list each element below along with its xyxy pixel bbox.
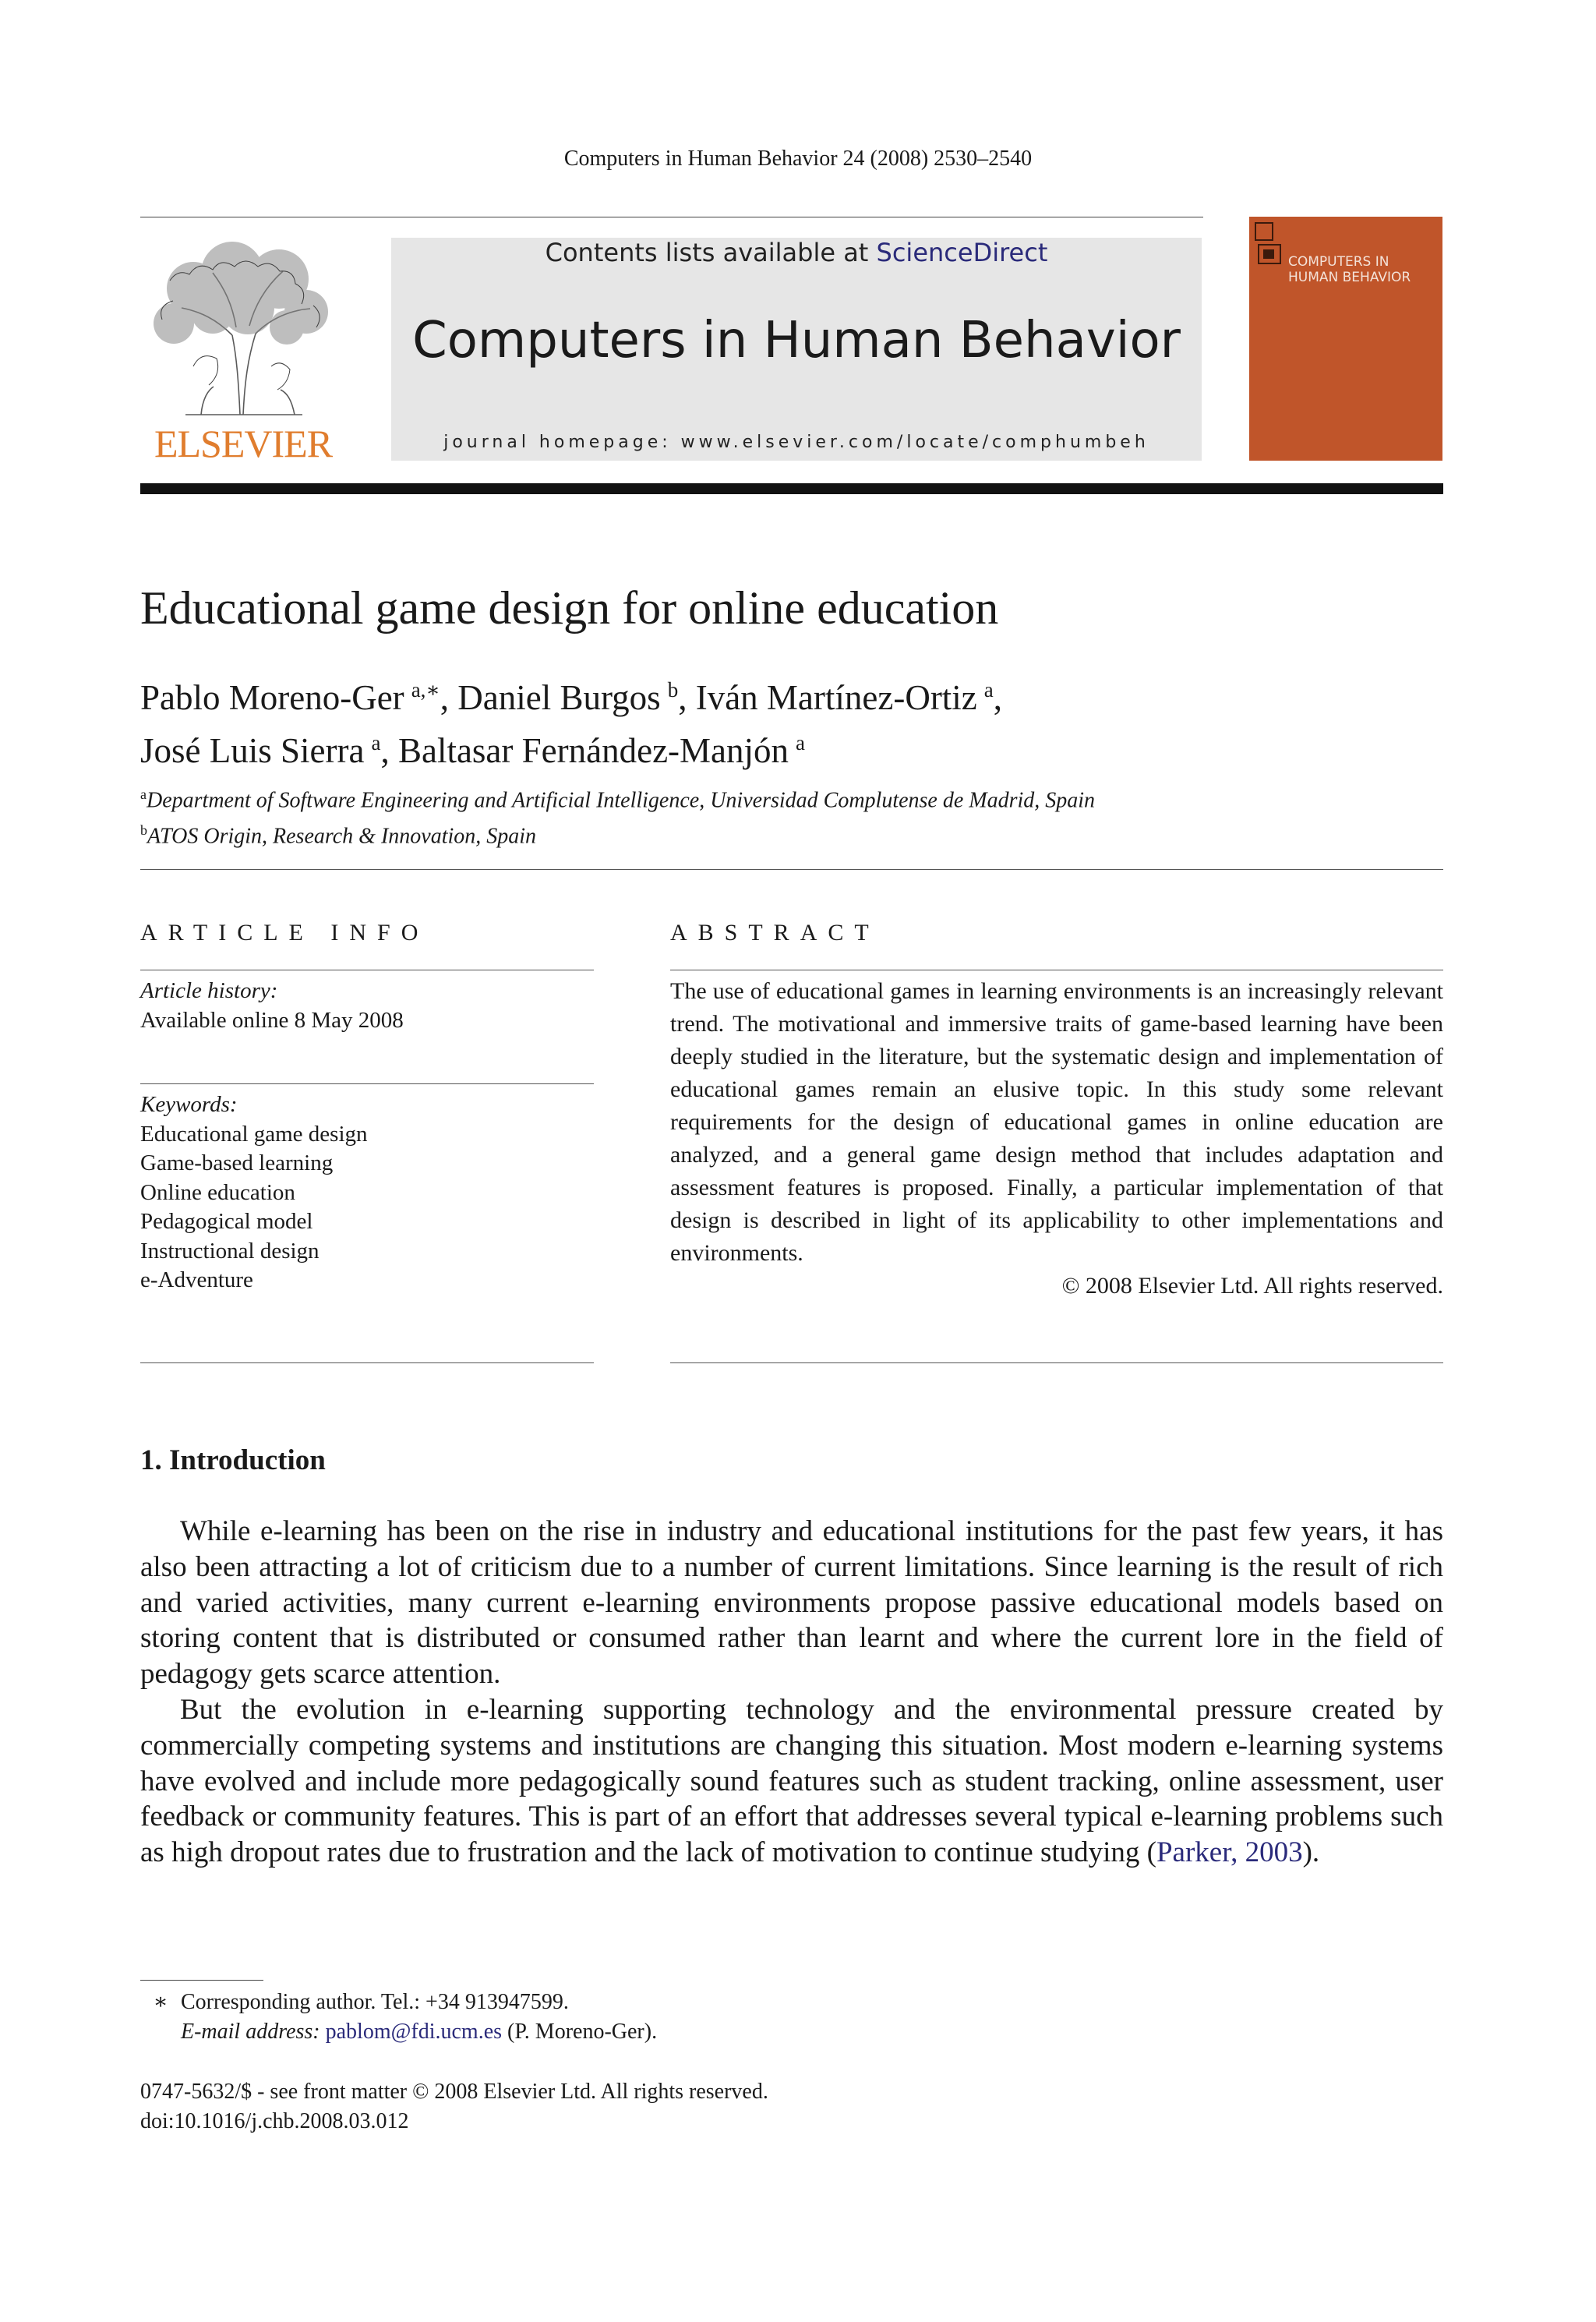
abstract-copyright: © 2008 Elsevier Ltd. All rights reserved. (1061, 1273, 1443, 1299)
issn-line: 0747-5632/$ - see front matter © 2008 Elsevier Ltd. All rights reserved. (140, 2080, 768, 2104)
email-label: E-mail address: (181, 2020, 326, 2044)
affiliation-item (140, 815, 1095, 851)
title-block-rule (140, 869, 1443, 870)
author-line-1: Pablo Moreno-Ger $^{a,∗}$, Daniel Burgos $^b$, Iván Martínez-Ortiz $^a$, (140, 678, 1003, 717)
footnote-email (140, 2017, 657, 2047)
footnote-marker: ∗ (153, 1990, 168, 2014)
footnote-corresponding (140, 1988, 657, 2017)
affiliation-mark: a (140, 786, 147, 802)
author-affiliation-mark[interactable]: a (983, 678, 994, 702)
running-head: Computers in Human Behavior 24 (2008) 2530–2540 (563, 147, 1033, 171)
keywords-label: Keywords: (140, 1092, 238, 1117)
author-name[interactable]: Daniel Burgos (457, 678, 661, 717)
body-paragraph: While e-learning has been on the rise in industry and educational institutions for the past few years, it has also been attracting a lot of criticism due to a number of current limitations. Since learning is the result of rich and varied activities, many current e-learning environments propose passive educational models based on storing content that is distributed or consumed rather than learnt and where the current lore in the field of pedagogy gets scarce attention. (140, 1515, 1443, 1691)
section-heading: 1. Introduction (140, 1444, 326, 1476)
journal-homepage[interactable]: journal homepage: www.elsevier.com/locate/comphumbeh (443, 433, 1149, 452)
article-info-column (140, 920, 594, 1295)
keyword-item[interactable]: Pedagogical model (140, 1209, 313, 1234)
keyword-item[interactable]: Instructional design (140, 1238, 320, 1263)
article-history-label: Article history: (140, 978, 278, 1003)
body-paragraph (140, 1692, 1443, 1871)
doi-line[interactable]: doi:10.1016/j.chb.2008.03.012 (140, 2109, 409, 2133)
keyword-item[interactable]: Educational game design (140, 1121, 368, 1147)
article-history-value: Available online 8 May 2008 (140, 1007, 404, 1033)
cover-title-line1: COMPUTERS IN (1288, 254, 1389, 270)
author-affiliation-mark[interactable]: a (371, 731, 381, 755)
article-info-bottom-rule (140, 1362, 594, 1363)
author-name[interactable]: Iván Martínez-Ortiz (695, 678, 977, 717)
abstract-heading: ABSTRACT (670, 920, 880, 945)
article-history (140, 977, 594, 1035)
keywords-rule (140, 1083, 594, 1084)
affiliation-text: Department of Software Engineering and Artificial Intelligence, Universidad Complutense de Madrid, Spain (147, 788, 1096, 813)
author-affiliation-mark[interactable]: a (796, 731, 806, 755)
author-name[interactable]: José Luis Sierra (140, 731, 365, 770)
author-list (140, 667, 1449, 773)
masthead-thick-rule (140, 483, 1443, 494)
citation-link[interactable]: Parker, 2003 (1156, 1836, 1303, 1869)
author-line-2: José Luis Sierra $^a$, Baltasar Fernández-Manjón $^a$ (140, 731, 806, 770)
keyword-item[interactable]: Game-based learning (140, 1150, 334, 1175)
issn-block (140, 2077, 768, 2136)
keywords-block (140, 1090, 594, 1295)
email-link[interactable]: pablom@fdi.ucm.es (325, 2020, 503, 2044)
sciencedirect-link[interactable]: ScienceDirect (876, 238, 1048, 267)
email-suffix: (P. Moreno-Ger). (502, 2020, 658, 2044)
cover-title (1288, 254, 1411, 285)
author-name[interactable]: Baltasar Fernández-Manjón (397, 731, 789, 770)
paragraph-text: But the evolution in e-learning supporting technology and the environmental pressure created by commercially competing systems and institutions are changing this situation. Most modern e-learning systems have evolved and include more pedagogically sound features such as student tracking, online assessment, user feedback or community features. This is part of an effort that addresses several typical e-learning problems such as high dropout rates due to frustration and the lack of motivation to continue studying ( (140, 1693, 1443, 1869)
affiliation-text: ATOS Origin, Research & Innovation, Spain (147, 824, 537, 849)
abstract-text: The use of educational games in learning environments is an increasingly relevant trend. The motivational and immersive traits of game-based learning have been deeply studied in the literature, but the systematic design and implementation of educational games remain an elusive topic. In this study some relevant requirements for the design of educational games in online education are analyzed, and a general game design method that includes adaptation and assessment features is proposed. Finally, a particular implementation of that design is described in light of its applicability to other implementations and environments. (670, 978, 1443, 1266)
journal-cover (1249, 217, 1442, 461)
author-affiliation-mark[interactable]: b (667, 678, 679, 702)
publisher-name: ELSEVIER (154, 422, 333, 465)
contents-prefix: Contents lists available at (545, 238, 877, 267)
journal-banner (391, 238, 1202, 461)
corresponding-author-text: Corresponding author. Tel.: +34 913947599. (181, 1990, 569, 2014)
body-text (140, 1514, 1443, 1871)
keyword-item[interactable]: Online education (140, 1179, 295, 1205)
contents-line (391, 238, 1202, 267)
cover-emblem-icon (1254, 221, 1285, 268)
abstract-column (670, 920, 1443, 1302)
article-title: Educational game design for online education (140, 582, 999, 634)
tree-illustration-icon (139, 234, 348, 421)
affiliation-list (140, 779, 1095, 852)
abstract-bottom-rule (670, 1362, 1443, 1363)
author-affiliation-mark[interactable]: a,∗ (411, 678, 440, 702)
article-info-heading: ARTICLE INFO (140, 920, 429, 945)
paragraph-end: ). (1302, 1836, 1320, 1869)
journal-name: Computers in Human Behavior (412, 312, 1181, 369)
author-name[interactable]: Pablo Moreno-Ger (140, 678, 404, 717)
keyword-item[interactable]: e-Adventure (140, 1267, 253, 1292)
affiliation-item (140, 779, 1095, 815)
cover-title-line2: HUMAN BEHAVIOR (1288, 270, 1411, 285)
footnote (140, 1988, 657, 2047)
footnote-rule (140, 1980, 263, 1981)
affiliation-mark: b (140, 822, 147, 839)
